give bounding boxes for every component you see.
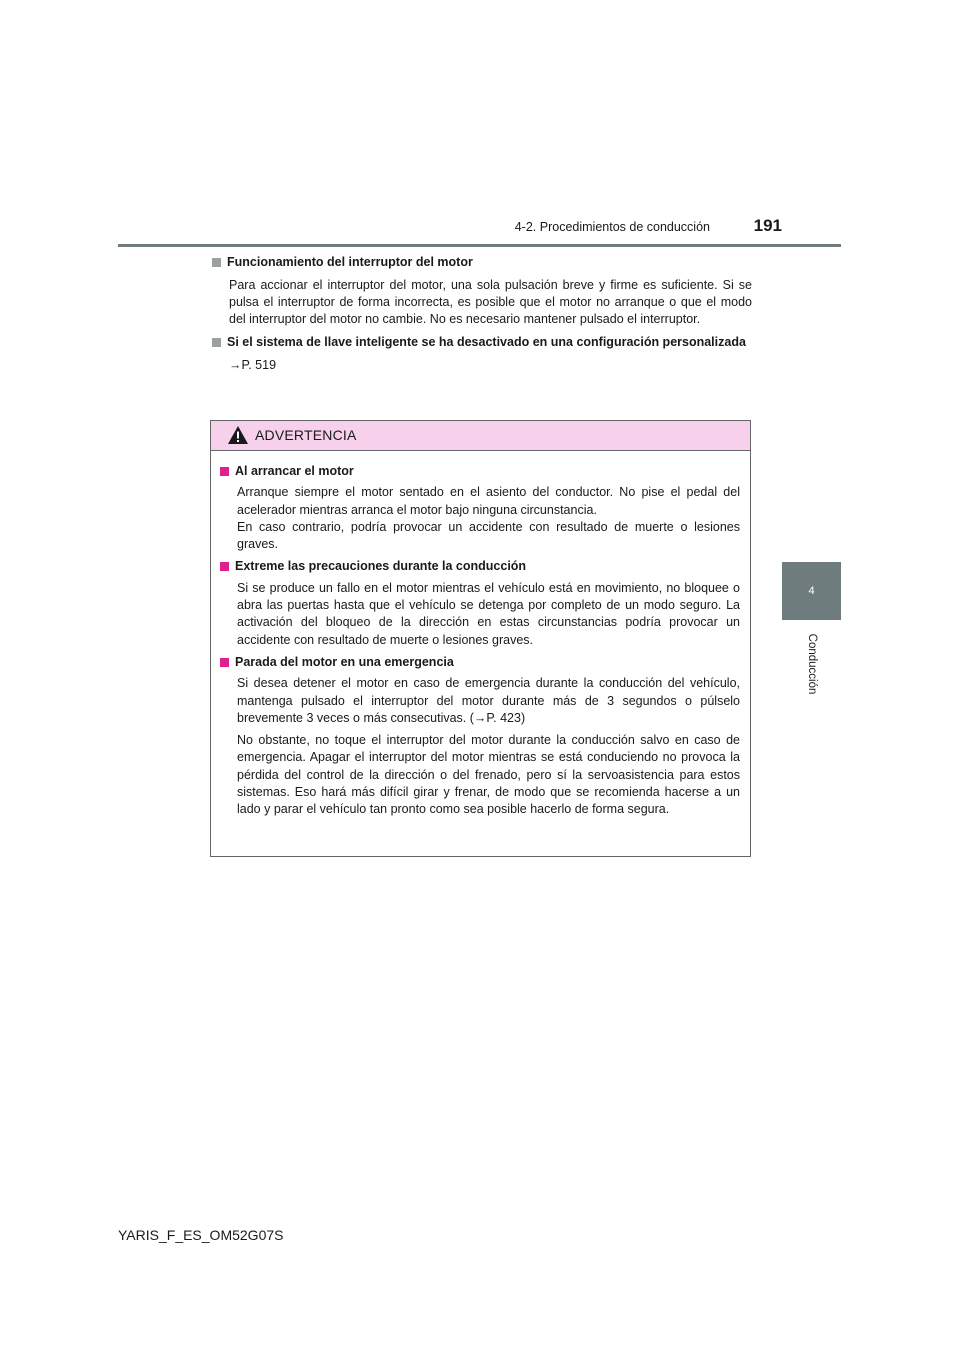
- warning-item-heading: Extreme las precauciones durante la conducción: [220, 558, 740, 575]
- header-rule: [118, 244, 841, 247]
- warning-title: ADVERTENCIA: [255, 427, 357, 443]
- body-paragraph: Para accionar el interruptor del motor, una sola pulsación breve y firme es suficiente. Si se pulsa el interruptor de forma incorrecta, es posible que el motor no arranque o que el modo del interruptor del motor no cambie. No es necesario mantener pulsado el interruptor.: [229, 278, 752, 326]
- warning-header: [211, 421, 750, 451]
- square-bullet-icon: [212, 258, 221, 267]
- chapter-number: 4: [808, 585, 815, 597]
- square-bullet-icon: [220, 562, 229, 571]
- square-bullet-icon: [220, 467, 229, 476]
- warning-item-heading: Parada del motor en una emergencia: [220, 654, 740, 671]
- document-code: YARIS_F_ES_OM52G07S: [118, 1227, 284, 1243]
- header-section-title: 4-2. Procedimientos de conducción: [514, 220, 710, 234]
- body-heading: Funcionamiento del interruptor del motor: [212, 254, 752, 271]
- warning-box: [210, 420, 751, 857]
- chapter-label: [782, 630, 841, 700]
- warning-paragraph: Si desea detener el motor en caso de emergencia durante la conducción del vehículo, mantenga pulsado el interruptor del motor durante más de 3 segundos o púlselo brevemente 3 veces o más consecutivas. (→P. 423): [237, 676, 740, 725]
- warning-paragraph: Si se produce un fallo en el motor mientras el vehículo está en movimiento, no bloquee o abra las puertas hasta que el vehículo se detenga por completo de un modo seguro. La activación del bloqueo de la dirección en estas circunstancias podría provocar un accidente con resultado de muerte o lesiones graves.: [237, 580, 740, 647]
- body-heading: Si el sistema de llave inteligente se ha desactivado en una configuración personalizada: [212, 334, 752, 351]
- warning-paragraph: No obstante, no toque el interruptor del motor durante la conducción salvo en caso de emergencia. Apagar el interruptor del motor mientras se está conduciendo no provoca la pérdida del control de la dirección o del frenado, pero sí la servoasistencia para estos sistemas. Eso hará más difícil girar y frenar, de modo que se recomienda hacerse a un lado y parar el vehículo tan pronto como sea posible hacerlo de forma segura.: [237, 733, 740, 817]
- chapter-label-text: Conducción: [805, 633, 818, 695]
- page-number: 191: [753, 216, 782, 235]
- warning-body: [211, 451, 750, 819]
- warning-item-heading: Al arrancar el motor: [220, 463, 740, 480]
- page-reference: →P. 519: [229, 358, 277, 372]
- warning-paragraph: Arranque siempre el motor sentado en el asiento del conductor. No pise el pedal del acelerador mientras arranca el motor bajo ninguna circunstancia.: [237, 485, 740, 517]
- square-bullet-icon: [220, 658, 229, 667]
- chapter-tab: [782, 562, 841, 620]
- warning-paragraph: En caso contrario, podría provocar un accidente con resultado de muerte o lesiones graves.: [237, 519, 740, 552]
- body-content: [212, 254, 752, 374]
- square-bullet-icon: [212, 338, 221, 347]
- warning-triangle-icon: [227, 425, 249, 445]
